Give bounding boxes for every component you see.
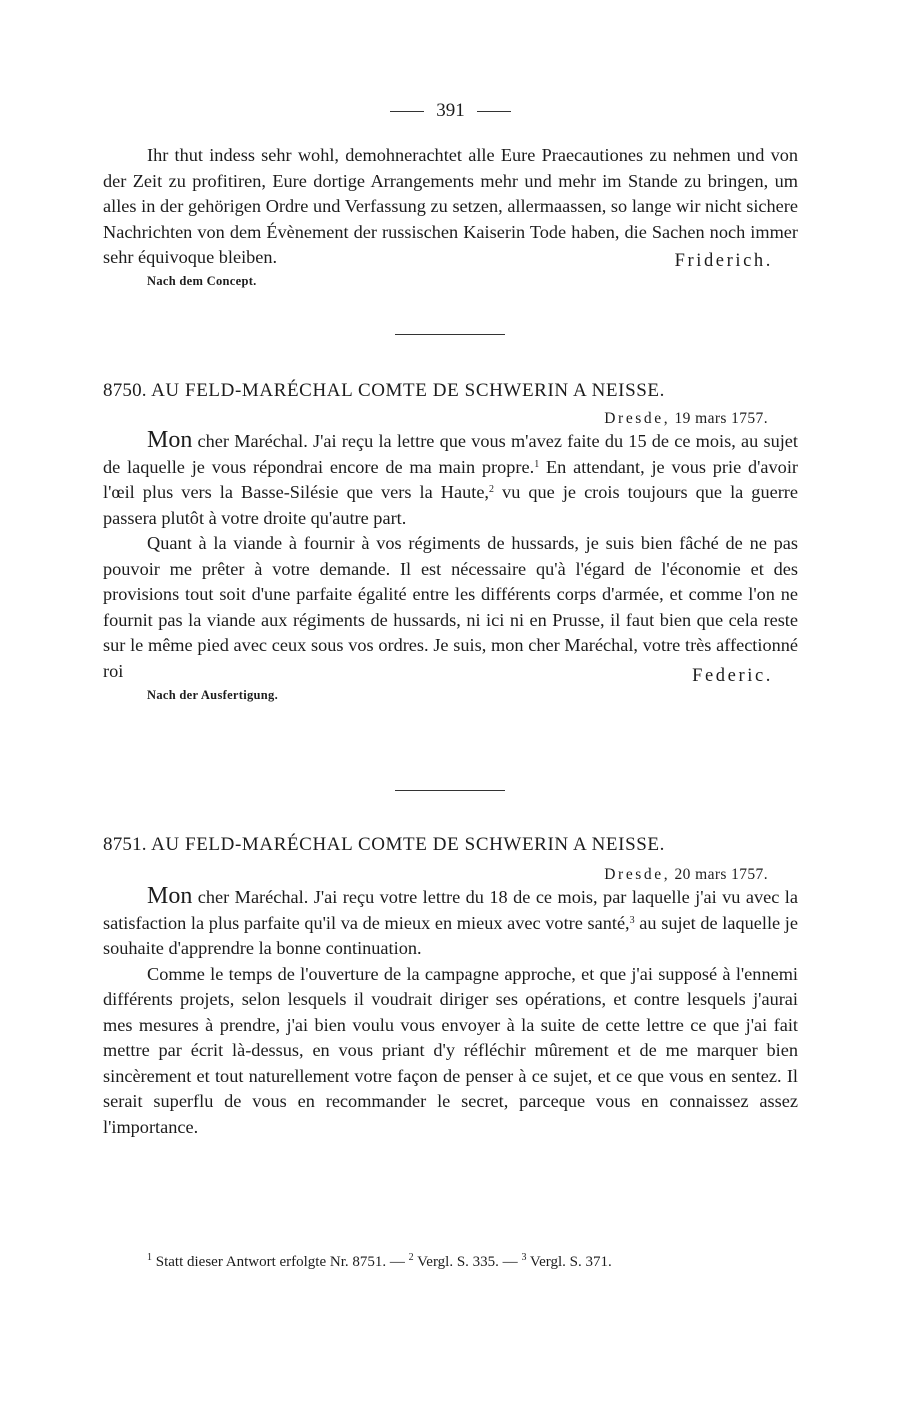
letter-paragraph-1 xyxy=(103,428,798,531)
letter-number: 8750. xyxy=(103,380,147,401)
source-note: Nach dem Concept. xyxy=(147,273,257,288)
footnote-marker: 3 xyxy=(521,1252,527,1263)
page-number: 391 xyxy=(436,100,465,121)
letter-dateline xyxy=(103,410,798,428)
footnote-ref: 2 xyxy=(489,484,494,495)
letter-paragraph-2: Comme le temps de l'ouverture de la campagne approche, et que j'ai supposé à l'ennemi différents projets, selon lesquels il voudrait diriger ses opérations, et contre lesquels j'aurai mes mesures à prendre, j'ai bien voulu vous envoyer à la suite de cette lettre ce que j'ai fait mettre par écrit là-dessus, en vous priant d'y réfléchir mûrement et de me marquer bien sincèrement et tout naturellement votre façon de penser à ce sujet, et ce que vous en sentez. Il serait superflu de vous en recommander le secret, parceque vous en connaissez assez l'importance. xyxy=(103,963,798,1137)
footnote-ref: 3 xyxy=(629,914,635,926)
paragraph-text: cher Maréchal. J'ai reçu votre lettre du 18 de ce mois, par laquelle j'ai vu avec la satisfaction la plus parfaite qu'il va de mieux en mieux avec votre santé, xyxy=(103,887,798,933)
signature: Federic. xyxy=(692,666,773,686)
page-number-dash-left xyxy=(390,111,424,112)
footnotes xyxy=(103,1250,798,1274)
letter-heading xyxy=(103,834,798,856)
footnote-text: Vergl. S. 371. xyxy=(526,1254,612,1270)
letter-8750 xyxy=(103,380,798,714)
footnote-marker: 2 xyxy=(408,1252,414,1263)
letter-title: AU FELD-MARÉCHAL COMTE DE SCHWERIN A NEISSE. xyxy=(151,834,665,855)
signature: Friderich. xyxy=(674,250,773,271)
salutation-initial: Mon xyxy=(147,427,193,453)
date-city: Dresde, xyxy=(604,866,671,883)
letter-title: AU FELD-MARÉCHAL COMTE DE SCHWERIN A NEISSE. xyxy=(151,380,665,401)
letter-signature-row xyxy=(103,666,798,714)
source-note: Nach der Ausfertigung. xyxy=(147,688,279,702)
footnote-marker: 1 xyxy=(147,1252,152,1263)
page-number-line xyxy=(103,100,798,122)
letter-paragraph-2: Quant à la viande à fournir à vos régiments de hussards, je suis bien fâché de ne pas pouvoir me prêter à votre demande. Il est nécessaire qu'à l'égard de l'économie et des provisions tout soit d'une parfaite égalité entre les différents corps d'armée, et comme l'on ne fournit pas la viande aux régiments de hussards, ni ici ni en Prusse, il faut bien que cela reste sur le même pied avec ceux sous vos ordres. Je suis, mon cher Maréchal, votre très affectionné roi xyxy=(103,533,798,681)
date-city: Dresde, xyxy=(604,410,671,427)
footnote-text: Vergl. S. 335. — xyxy=(413,1254,522,1270)
section-divider xyxy=(395,334,505,335)
continued-letter xyxy=(103,143,798,301)
page-number-dash-right xyxy=(477,111,511,112)
letter-date: 20 mars 1757. xyxy=(674,866,768,883)
letter-heading xyxy=(103,380,798,402)
continued-letter-body: Ihr thut indess sehr wohl, demohnerachtet alle Eure Praecautiones zu nehmen und von der Zeit zu profitiren, Eure dortige Arrangements mehr und mehr im Stande zu bringen, um alles in der gehörigen Ordre und Verfassung zu setzen, allermaassen, so lange wir nicht sichere Nachrichten von dem Évènement der russischen Kaiserin Tode haben, die Sachen noch immer sehr équivoque bleiben. xyxy=(103,145,798,267)
letter-number: 8751. xyxy=(103,834,147,855)
footnote-block xyxy=(103,1250,798,1274)
salutation-initial: Mon xyxy=(147,883,193,909)
letter-8751 xyxy=(103,834,798,1140)
letter-dateline xyxy=(103,866,798,884)
footnote-ref: 1 xyxy=(534,458,540,470)
paragraph-text: En attendant, je vous prie d'avoir l'œil plus vers la Basse-Silésie que vers la Haute, xyxy=(103,456,798,502)
paragraph-text: vu que je crois toujours que la guerre passera plutôt à votre droite qu'autre part. xyxy=(103,482,798,528)
paragraph-text: au sujet de laquelle je souhaite d'apprendre la bonne continuation. xyxy=(103,912,798,958)
paragraph-text: cher Maréchal. J'ai reçu la lettre que vous m'avez faite du 15 de ce mois, au sujet de laquelle je vous répondrai encore de ma main propre. xyxy=(103,431,798,477)
letter-date: 19 mars 1757. xyxy=(674,410,768,427)
letter-paragraph-1 xyxy=(103,884,798,962)
footnote-text: Statt dieser Antwort erfolgte Nr. 8751. — xyxy=(152,1254,409,1270)
section-divider xyxy=(395,790,505,791)
continued-letter-signature-row xyxy=(103,250,798,301)
